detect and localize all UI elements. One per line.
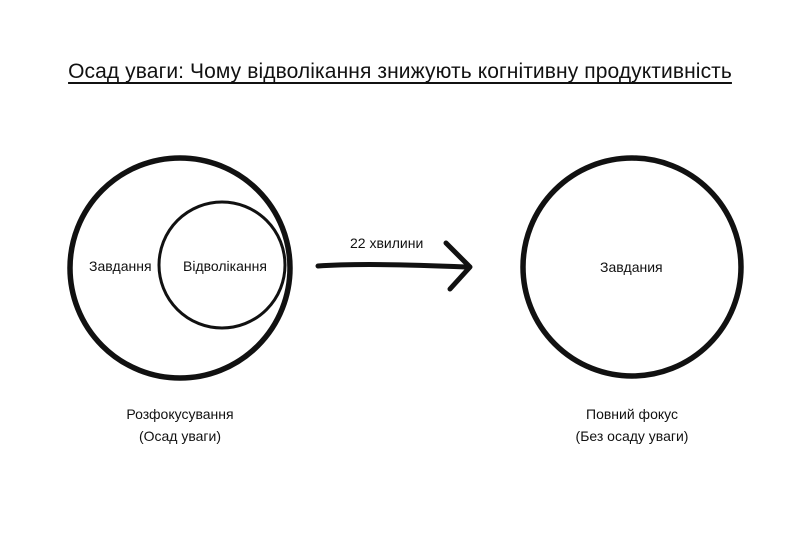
task-label-right: Завдания <box>600 259 663 275</box>
arrow-shaft <box>318 264 466 267</box>
distraction-label: Відволікання <box>183 258 267 274</box>
diagram-title: Осад уваги: Чому відволікання знижують когнітивну продуктивність <box>68 60 732 83</box>
caption-unfocused <box>110 403 250 447</box>
caption-unfocused-line2: (Осад уваги) <box>138 428 222 444</box>
arrow-time-label: 22 хвилини <box>350 235 424 251</box>
caption-focused-line1: Повний фокус <box>586 406 678 422</box>
caption-unfocused-line1: Розфокусування <box>126 406 234 422</box>
task-label-left: Завдання <box>89 258 152 274</box>
caption-focused-line2: (Без осаду уваги) <box>575 428 689 444</box>
caption-focused <box>560 403 704 447</box>
